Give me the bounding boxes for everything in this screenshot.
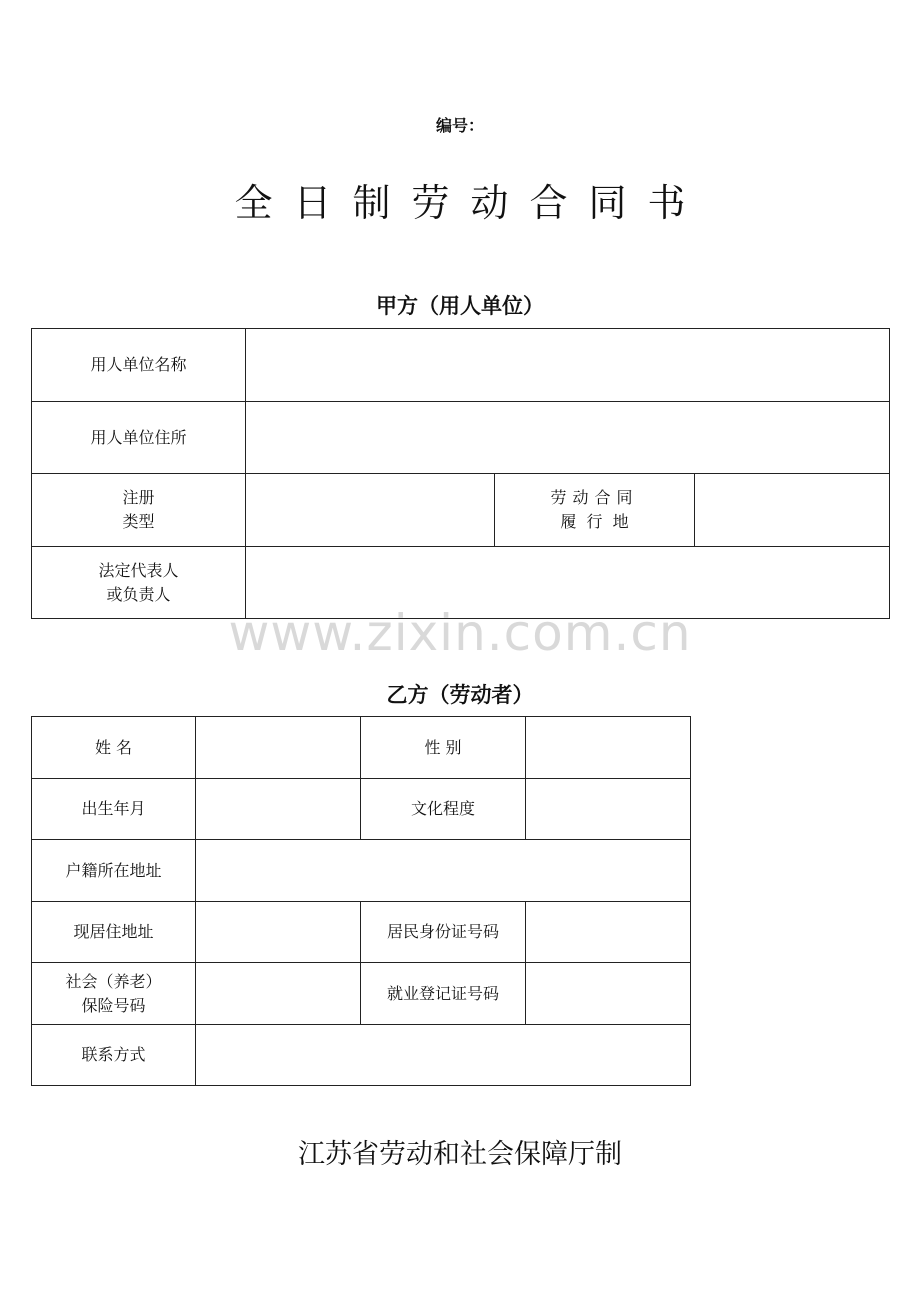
registration-type-label	[32, 474, 246, 547]
watermark: www.zixin.com.cn	[228, 604, 692, 662]
household-address-label: 户籍所在地址	[32, 840, 196, 902]
party-a-table	[31, 328, 890, 619]
party-a-heading: 甲方（用人单位）	[376, 293, 544, 318]
unit-name-field[interactable]	[246, 329, 890, 402]
performance-place-label	[495, 474, 695, 547]
social-insurance-field[interactable]	[196, 963, 361, 1025]
residence-address-field[interactable]	[196, 902, 361, 963]
unit-name-label: 用人单位名称	[32, 329, 246, 402]
registration-type-line1: 注册	[122, 488, 155, 507]
gender-field[interactable]	[526, 717, 691, 779]
household-address-field[interactable]	[196, 840, 691, 902]
performance-place-field[interactable]	[695, 474, 890, 547]
birth-date-label: 出生年月	[32, 779, 196, 840]
gender-label: 性 别	[361, 717, 526, 779]
table-row	[32, 474, 890, 547]
residence-address-label: 现居住地址	[32, 902, 196, 963]
social-insurance-line2: 保险号码	[81, 995, 146, 1015]
table-row	[32, 963, 691, 1025]
contact-field[interactable]	[196, 1025, 691, 1086]
birth-date-field[interactable]	[196, 779, 361, 840]
table-row	[32, 329, 890, 402]
unit-address-label: 用人单位住所	[32, 402, 246, 474]
performance-place-line1: 劳动合同	[550, 488, 639, 507]
name-field[interactable]	[196, 717, 361, 779]
contact-label: 联系方式	[32, 1025, 196, 1086]
party-b-table	[31, 716, 691, 1086]
education-field[interactable]	[526, 779, 691, 840]
unit-address-field[interactable]	[246, 402, 890, 474]
party-b-heading: 乙方（劳动者）	[386, 682, 534, 707]
social-insurance-line1: 社会（养老）	[65, 971, 162, 991]
table-row	[32, 902, 691, 963]
name-label: 姓 名	[32, 717, 196, 779]
legal-representative-line2: 或负责人	[106, 584, 171, 604]
id-number-label: 居民身份证号码	[361, 902, 526, 963]
table-row	[32, 840, 691, 902]
table-row	[32, 1025, 691, 1086]
employment-registration-label: 就业登记证号码	[361, 963, 526, 1025]
registration-type-line2: 类型	[122, 512, 155, 531]
legal-representative-line1: 法定代表人	[98, 560, 179, 580]
issuer-footer: 江苏省劳动和社会保障厅制	[298, 1139, 622, 1170]
table-row	[32, 779, 691, 840]
id-number-field[interactable]	[526, 902, 691, 963]
registration-type-field[interactable]	[246, 474, 495, 547]
employment-registration-field[interactable]	[526, 963, 691, 1025]
document-title: 全日制劳动合同书	[234, 181, 707, 225]
contract-number-label: 编号：	[435, 116, 484, 135]
table-row	[32, 717, 691, 779]
social-insurance-label	[32, 963, 196, 1025]
performance-place-line2: 履 行 地	[560, 512, 629, 531]
education-label: 文化程度	[361, 779, 526, 840]
table-row	[32, 402, 890, 474]
